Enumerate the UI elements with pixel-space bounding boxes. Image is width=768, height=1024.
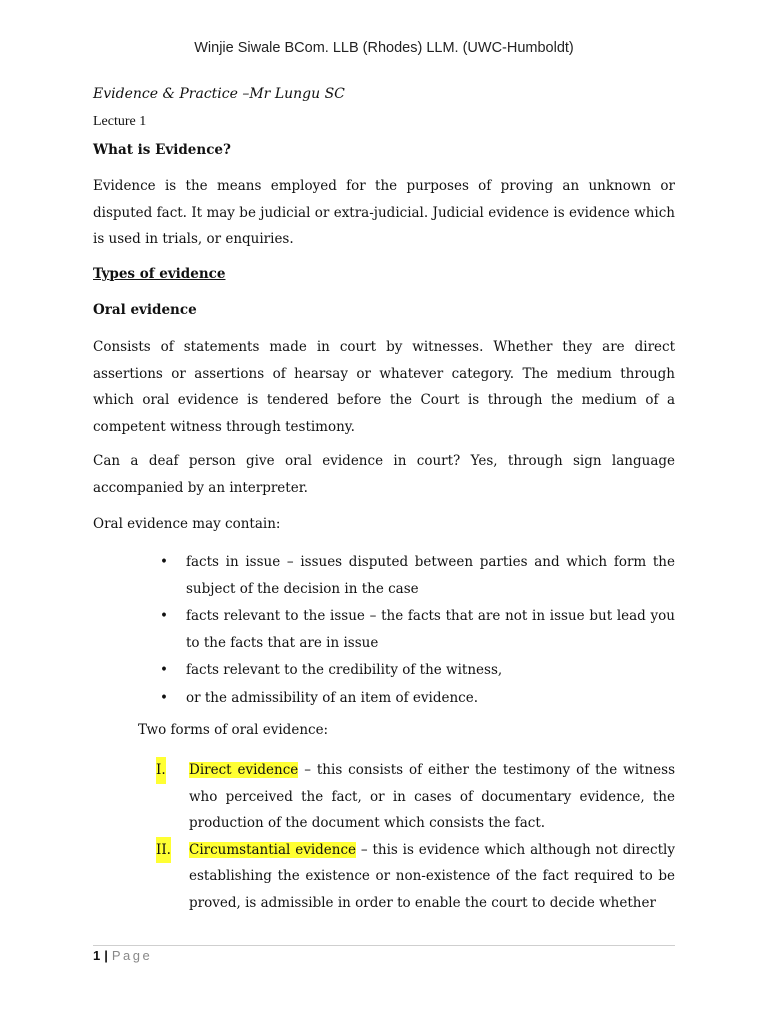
list-number: I.	[156, 757, 166, 784]
list-item	[160, 603, 675, 656]
page-label: Page	[111, 948, 153, 963]
paragraph-may-contain: Oral evidence may contain:	[93, 516, 281, 532]
lecture-number: Lecture 1	[93, 114, 147, 129]
list-item-text: or the admissibility of an item of evidence.	[186, 689, 478, 706]
list-item-text: facts in issue – issues disputed between parties and which form the subject of the decision in the case	[186, 554, 675, 597]
bullet-icon: •	[160, 608, 168, 624]
list-item-text: facts relevant to the issue – the facts that are not in issue but lead you to the facts that are in issue	[186, 608, 675, 651]
footer-separator: |	[104, 948, 108, 963]
term-highlight: Direct evidence	[189, 762, 299, 778]
page-header: Winjie Siwale BCom. LLB (Rhodes) LLM. (UWC-Humboldt)	[194, 40, 574, 56]
list-number: II.	[156, 837, 171, 864]
footer-divider	[93, 945, 675, 946]
bullet-icon: •	[160, 662, 168, 678]
paragraph-oral-evidence: Consists of statements made in court by witnesses. Whether they are direct assertions or assertions of hearsay or whatever category. The medium through which oral evidence is tendered before the Court is through the medium of a competent witness through testimony.	[93, 339, 675, 435]
list-item-text: – this consists of either the testimony of the witness who perceived the fact, or in cases of documentary evidence, the production of the document which consists the fact.	[189, 762, 675, 831]
page-footer	[93, 948, 152, 963]
document-title: Evidence & Practice –Mr Lungu SC	[93, 86, 345, 102]
bullet-icon: •	[160, 689, 168, 706]
list-item	[150, 757, 675, 837]
list-item	[150, 837, 675, 917]
heading-types-of-evidence: Types of evidence	[93, 266, 226, 282]
heading-what-is-evidence: What is Evidence?	[93, 142, 231, 158]
heading-oral-evidence: Oral evidence	[93, 302, 197, 318]
bullet-icon: •	[160, 554, 168, 570]
paragraph-definition: Evidence is the means employed for the purposes of proving an unknown or disputed fact. It may be judicial or extra-judicial. Judicial evidence is evidence which is used in trials, or enquiries.	[93, 178, 675, 247]
page-number: 1	[93, 948, 101, 963]
paragraph-deaf-person: Can a deaf person give oral evidence in court? Yes, through sign language accompanied by an interpreter.	[93, 453, 675, 496]
forms-intro: Two forms of oral evidence:	[138, 722, 329, 738]
bullet-list	[160, 549, 675, 712]
list-item-text: – this is evidence which although not directly establishing the existence or non-existence of the fact required to be proved, is admissible in order to enable the court to decide whether	[189, 841, 675, 911]
forms-list	[150, 757, 675, 916]
list-item	[160, 685, 675, 712]
list-item	[160, 549, 675, 602]
term-highlight: Circumstantial evidence	[189, 841, 357, 858]
list-item	[160, 657, 675, 684]
list-item-text: facts relevant to the credibility of the witness,	[186, 662, 503, 678]
